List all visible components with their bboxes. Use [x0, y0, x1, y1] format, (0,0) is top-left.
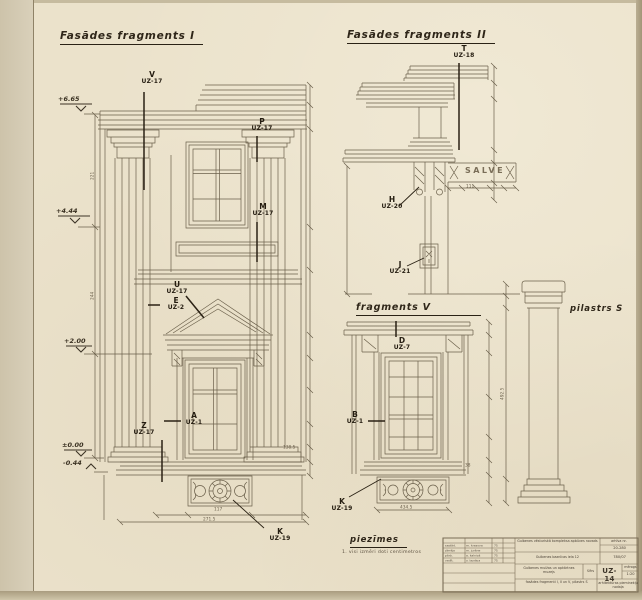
elevation-mark: +4.44	[56, 207, 78, 215]
fragment-2-linework	[343, 63, 520, 297]
titleblock-department: arhitektūras pieminekļu nodaļa	[598, 581, 638, 589]
pilaster-s-linework	[503, 281, 570, 506]
callout-t: T UZ-18	[453, 44, 475, 59]
callout-h: H UZ-20	[381, 195, 403, 210]
dimension-label: 244	[90, 291, 96, 300]
titleblock-subject: Gulbenes muižas un apkārtnes muzejs	[523, 566, 575, 574]
titleblock-scale-value: 1:20	[626, 572, 635, 577]
elevation-marks	[58, 104, 96, 469]
callout-k2: K UZ-19	[331, 497, 353, 512]
callout-j: J UZ-21	[389, 260, 411, 275]
titleblock-code-label: šifrs	[587, 569, 595, 573]
callout-m: M UZ-17	[252, 202, 274, 217]
dimension-label: 117	[214, 507, 223, 513]
elevation-mark: +6.65	[58, 95, 80, 103]
callout-b: B UZ-1	[346, 410, 364, 425]
callout-a: A UZ-1	[185, 411, 203, 426]
title-fragment-5: fragments V	[356, 302, 481, 316]
titleblock-signature-row: zīmēja m. jurāne 75	[445, 548, 498, 552]
title-fragment-1: Fasādes fragments I	[60, 30, 203, 45]
titleblock-sheet-title: fasādes fragmenti I, II un V, pilastrs S	[525, 580, 588, 584]
title-notes: piezīmes	[350, 535, 407, 548]
titleblock-object: Gulbenes baznīcas iela 12	[535, 555, 580, 559]
notes-text: 1. visi izmēri doti centimetros	[342, 549, 422, 555]
title-pilaster-s: pilastrs S	[570, 304, 624, 314]
callout-e: E UZ-2	[167, 296, 185, 311]
frieze-inscription: SALVE	[464, 166, 506, 175]
titleblock-signature-row: vadīt. v. lazdiņa 75	[445, 558, 498, 562]
callout-d: D UZ-7	[393, 336, 411, 351]
dimension-label: 434.5	[400, 505, 413, 511]
titleblock-object-number: 780/07	[613, 555, 626, 560]
titleblock-organization: Gulbenes vēsturiskā kompleksa apbūves novads	[517, 539, 598, 543]
titleblock-signature-row: pārb. a. kalniņš 75	[445, 553, 498, 557]
titleblock-signature-row: sastād. m. krasova 75	[445, 543, 498, 547]
callout-p: P UZ-17	[251, 117, 273, 132]
titleblock-sheet-code: UZ-14	[602, 567, 617, 583]
titleblock-archive-number: 20-280	[613, 546, 626, 551]
callout-k1: K UZ-19	[269, 527, 291, 542]
fragment-1-linework	[98, 85, 307, 523]
dimension-label: 138.5	[283, 445, 296, 451]
elevation-mark: -0.44	[63, 459, 82, 467]
dimension-label: 38	[465, 463, 471, 469]
elevation-mark: ±0.00	[62, 441, 84, 449]
title-fragment-2: Fasādes fragments II	[347, 29, 495, 44]
titleblock-scale-label: mērogs	[624, 565, 637, 569]
callout-u: U UZ-17	[166, 280, 188, 295]
dimension-label: 492.5	[500, 387, 506, 400]
elevation-mark: +2.00	[64, 337, 86, 345]
dimension-label: 111	[466, 184, 475, 190]
dimension-label: 271.5	[203, 517, 216, 523]
callout-v: V UZ-17	[141, 70, 163, 85]
dimension-label: 221	[90, 171, 96, 180]
callout-z: Z UZ-17	[133, 421, 155, 436]
titleblock-archive-label: arhīva nr.	[611, 539, 627, 543]
